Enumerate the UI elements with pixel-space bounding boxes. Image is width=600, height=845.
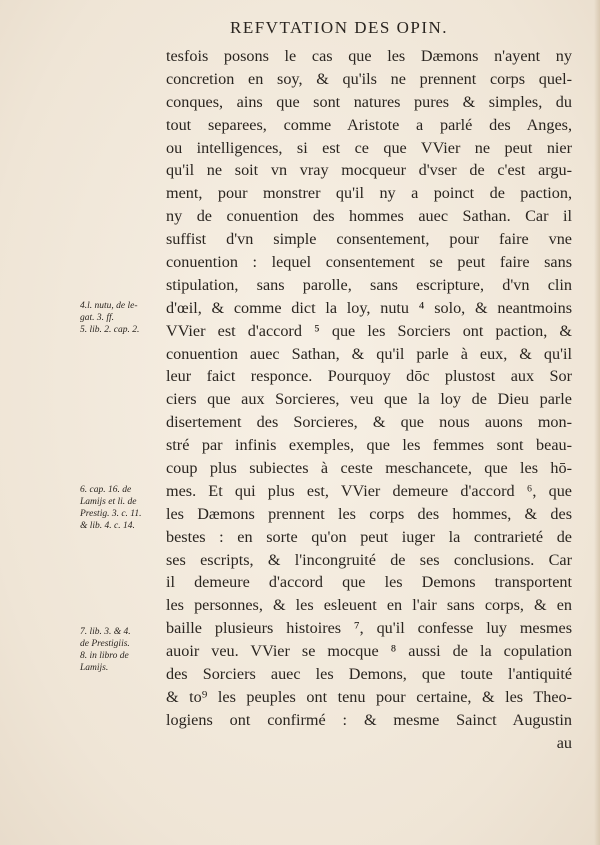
text-line: auoir veu. VVier se mocque ⁸ aussi de la copulation xyxy=(166,642,572,661)
text-line: ment, pour monstrer qu'il ny a poinct de paction, xyxy=(166,184,572,203)
text-line: mes. Et qui plus est, VVier demeure d'accord ⁶, que xyxy=(166,481,572,500)
margin-note: 6. cap. 16. de Lamijs et li. de Prestig. 3. c. 11. & lib. 4. c. 14. xyxy=(80,485,142,531)
text-line: ses escripts, & l'incongruité de ses conclusions. Car xyxy=(166,550,572,569)
text-line: baille plusieurs histoires ⁷, qu'il confesse luy mesmes xyxy=(166,619,572,638)
text-line: d'œil, & comme dict la loy, nutu ⁴ solo, & neantmoins xyxy=(166,298,572,317)
text-line: conuention : lequel consentement se peut faire sans xyxy=(166,253,572,272)
page-edge-shadow xyxy=(594,0,600,845)
text-line: coup plus subiectes à ceste meschancete, que les hō- xyxy=(166,459,572,478)
text-line: ny de conuention des hommes auec Sathan. Car il xyxy=(166,207,572,226)
margin-note: 7. lib. 3. & 4. de Prestigiis. 8. in libro de Lamijs. xyxy=(80,627,131,673)
text-line: tout separees, comme Aristote a parlé des Anges, xyxy=(166,115,572,134)
text-line: ciers que aux Sorcieres, veu que la loy de Dieu parle xyxy=(166,390,572,409)
text-line: stipulation, sans parolle, sans escripture, d'vn clin xyxy=(166,275,572,294)
text-line: bestes : en sorte qu'on peut iuger la contrarieté de xyxy=(166,527,572,546)
text-line: & to⁹ les peuples ont tenu pour certaine, & les Theo- xyxy=(166,687,572,706)
text-line: concretion en soy, & qu'ils ne prennent corps quel- xyxy=(166,69,572,88)
text-line: il demeure d'accord que les Demons transportent xyxy=(166,573,572,592)
text-line: les personnes, & les esleuent en l'air sans corps, & en xyxy=(166,596,572,615)
text-line: des Sorciers auec les Demons, que toute l'antiquité xyxy=(166,665,572,684)
body-text xyxy=(166,45,572,755)
text-line: disertement des Sorcieres, & que nous auons mon- xyxy=(166,413,572,432)
text-line: suffist d'vn simple consentement, pour faire vne xyxy=(166,230,572,249)
text-line: VVier est d'accord ⁵ que les Sorciers ont paction, & xyxy=(166,321,572,340)
text-line: conques, ains que sont natures pures & simples, du xyxy=(166,92,572,111)
catchword: au xyxy=(556,733,572,752)
margin-note: 4.l. nutu, de le- gat. 3. ff. 5. lib. 2. cap. 2. xyxy=(80,301,140,335)
text-line: ou intelligences, si est ce que VVier ne peut nier xyxy=(166,138,572,157)
text-line: tesfois posons le cas que les Dæmons n'ayent ny xyxy=(166,47,572,65)
text-line: logiens ont confirmé : & mesme Sainct Augustin xyxy=(166,710,572,729)
text-line: conuention auec Sathan, & qu'il parle à eux, & qu'il xyxy=(166,344,572,363)
text-line: qu'il ne soit vn vray mocqueur d'vser de c'est argu- xyxy=(166,161,572,180)
running-head: REFVTATION DES OPIN. xyxy=(230,18,449,37)
text-line: les Dæmons prennent les corps des hommes, & des xyxy=(166,504,572,523)
text-line: leur faict responce. Pourquoy dōc plustost aux Sor xyxy=(166,367,572,386)
text-line: stré par infinis exemples, que les femmes sont beau- xyxy=(166,436,572,455)
